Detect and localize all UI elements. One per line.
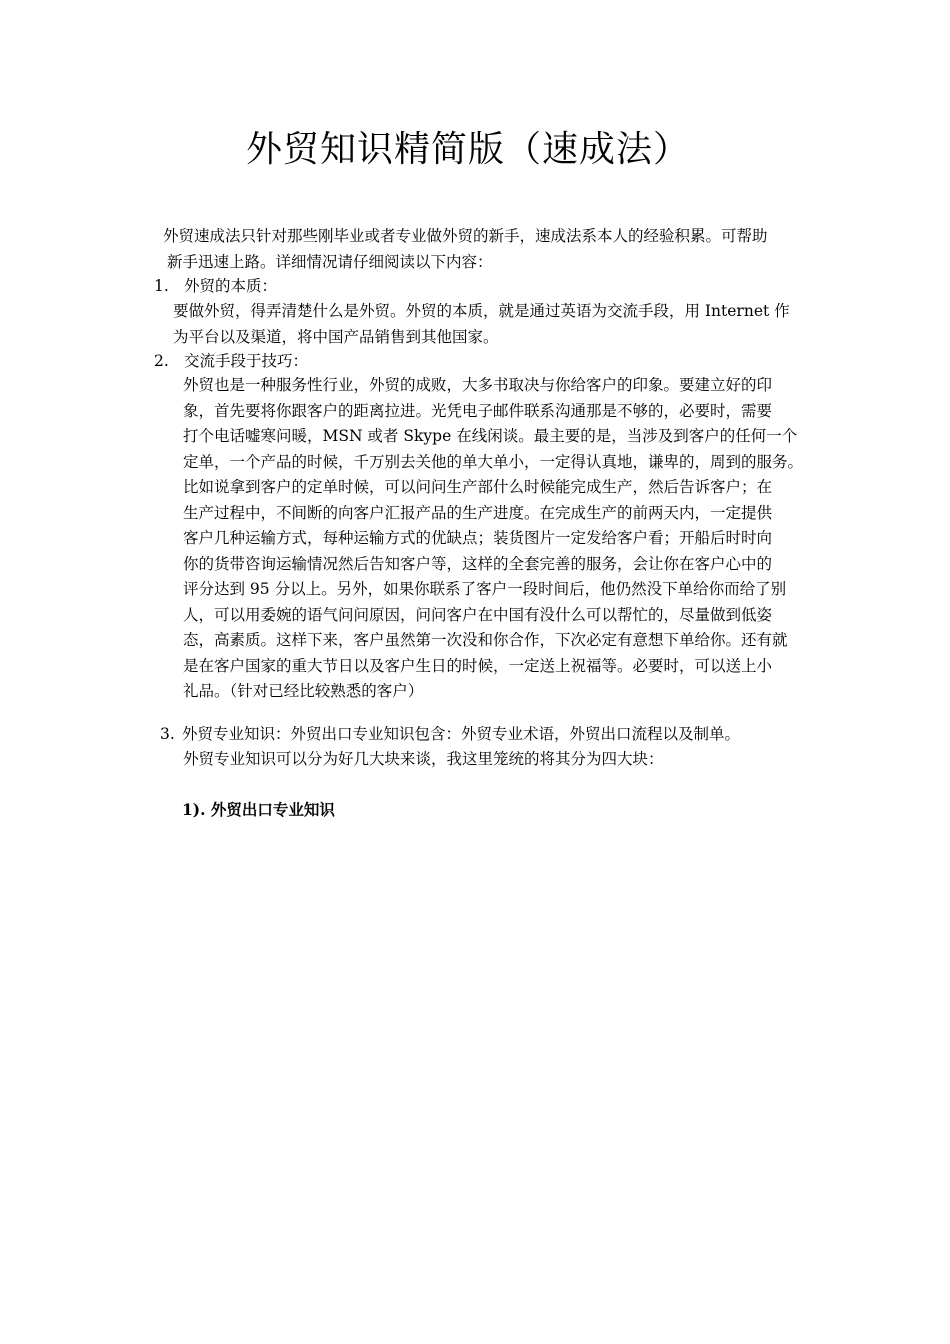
body-line: 比如说拿到客户的定单时候，可以问问生产部什么时候能完成生产，然后告诉客户；在: [183, 478, 773, 496]
section-2-number: 2.: [154, 352, 169, 370]
body-line: 客户几种运输方式，每种运输方式的优缺点；装货图片一定发给客户看；开船后时时向: [183, 529, 773, 547]
body-line: 定单，一个产品的时候，千万别去关他的单大单小，一定得认真地，谦卑的，周到的服务。: [183, 452, 804, 471]
section-1-title: 外贸的本质：: [184, 277, 278, 295]
section-1-body: [173, 299, 813, 350]
intro-paragraph: [163, 224, 813, 275]
section-3-body: [183, 747, 823, 773]
subsection-heading: 1). 外贸出口专业知识: [182, 800, 335, 819]
section-1-number: 1.: [154, 277, 169, 295]
body-line: 打个电话嘘寒问暖，MSN 或者 Skype 在线闲谈。最主要的是，当涉及到客户的任何一个: [183, 427, 798, 445]
section-1-heading: [154, 274, 804, 300]
section-2-heading: [154, 349, 804, 375]
section-3-number: 3.: [160, 725, 175, 743]
body-line: 你的货带咨询运输情况然后告知客户等，这样的全套完善的服务，会让你在客户心中的: [183, 554, 773, 573]
intro-line: 新手迅速上路。详细情况请仔细阅读以下内容：: [167, 252, 493, 271]
section-3-title: 外贸专业知识：外贸出口专业知识包含：外贸专业术语，外贸出口流程以及制单。: [182, 725, 741, 743]
body-line: 礼品。（针对已经比较熟悉的客户）: [183, 682, 424, 700]
body-line: 外贸专业知识可以分为好几大块来谈，我这里笼统的将其分为四大块：: [183, 750, 664, 768]
body-line: 人，可以用委婉的语气问问原因，问问客户在中国有没什么可以帮忙的，尽量做到低姿: [183, 605, 773, 624]
section-2-title: 交流手段于技巧：: [184, 352, 309, 370]
section-2-body: [183, 373, 823, 705]
body-line: 要做外贸，得弄清楚什么是外贸。外贸的本质，就是通过英语为交流手段，用 Internet 作: [173, 302, 790, 320]
body-line: 为平台以及渠道，将中国产品销售到其他国家。: [173, 327, 499, 346]
body-line: 态，高素质。这样下来，客户虽然第一次没和你合作，下次必定有意想下单给你。还有就: [183, 631, 788, 649]
body-line: 外贸也是一种服务性行业，外贸的成败，大多书取决与你给客户的印象。要建立好的印: [183, 376, 773, 394]
body-line: 象，首先要将你跟客户的距离拉进。光凭电子邮件联系沟通那是不够的，必要时，需要: [183, 401, 773, 420]
body-line: 生产过程中，不间断的向客户汇报产品的生产进度。在完成生产的前两天内，一定提供: [183, 503, 773, 522]
intro-line: 外贸速成法只针对那些刚毕业或者专业做外贸的新手，速成法系本人的经验积累。可帮助: [163, 227, 768, 245]
body-line: 评分达到 95 分以上。另外，如果你联系了客户一段时间后，他仍然没下单给你而给了别: [183, 580, 787, 598]
section-3-heading: [160, 722, 820, 748]
body-line: 是在客户国家的重大节日以及客户生日的时候，一定送上祝福等。必要时，可以送上小: [183, 656, 773, 675]
document-title: 外贸知识精简版（速成法）: [245, 129, 690, 170]
